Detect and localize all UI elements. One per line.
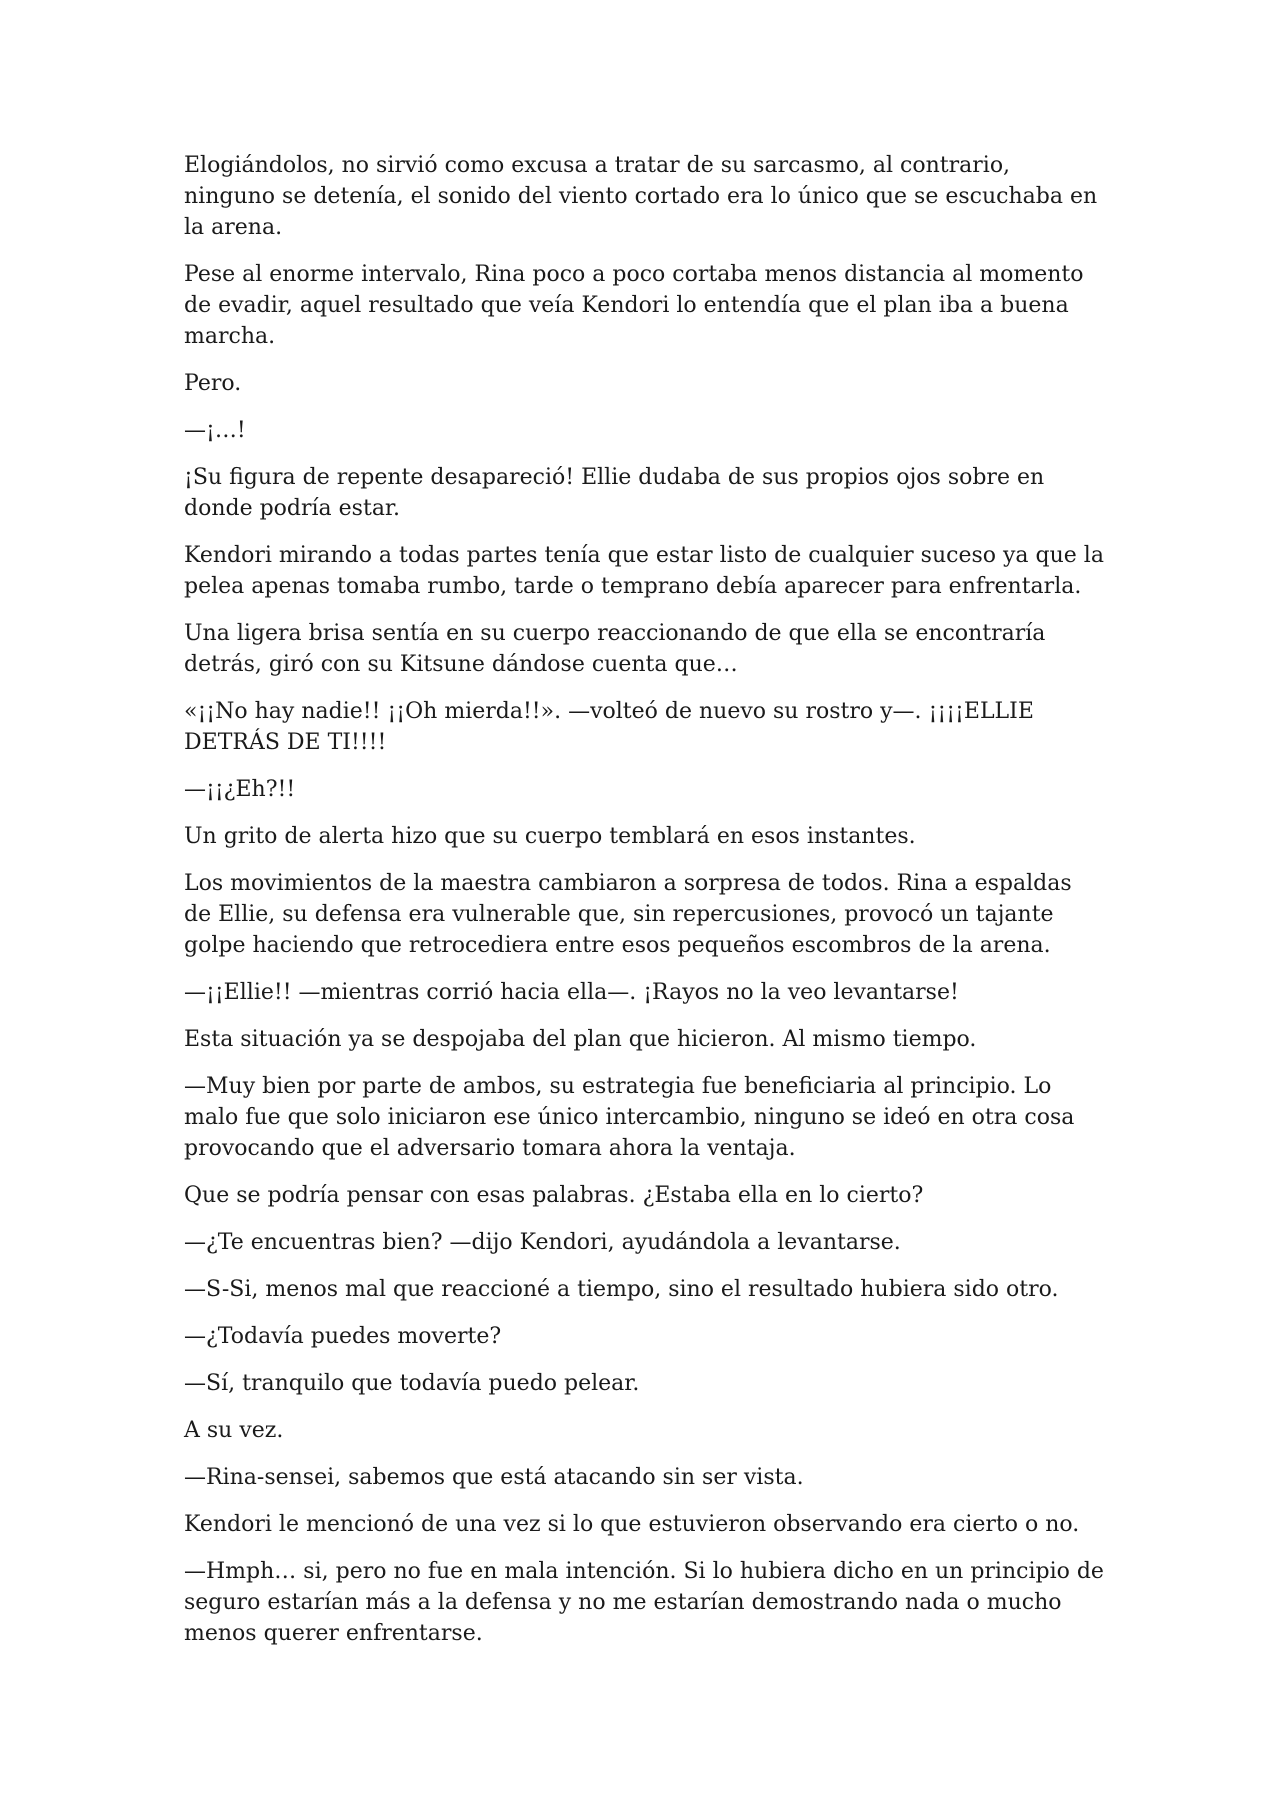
paragraph-13: Esta situación ya se despojaba del plan que hicieron. Al mismo tiempo. — [184, 1027, 977, 1052]
paragraph-19: —Sí, tranquilo que todavía puedo pelear. — [184, 1371, 640, 1396]
paragraph-11: Los movimientos de la maestra cambiaron a sorpresa de todos. Rina a espaldas de Ellie, su defensa era vulnerable que, sin repercusiones, provocó un tajante golpe haciendo que retrocediera entre esos pequeños escombros de la arena. — [184, 871, 1072, 958]
paragraph-7: Una ligera brisa sentía en su cuerpo reaccionando de que ella se encontraría detrás, giró con su Kitsune dándose cuenta que… — [184, 621, 1046, 677]
paragraph-21: —Rina-sensei, sabemos que está atacando sin ser vista. — [184, 1465, 804, 1490]
paragraph-16: —¿Te encuentras bien? —dijo Kendori, ayudándola a levantarse. — [184, 1230, 901, 1255]
paragraph-6: Kendori mirando a todas partes tenía que estar listo de cualquier suceso ya que la pelea apenas tomaba rumbo, tarde o temprano debía aparecer para enfrentarla. — [184, 543, 1104, 599]
paragraph-10: Un grito de alerta hizo que su cuerpo temblará en esos instantes. — [184, 824, 916, 849]
paragraph-5: ¡Su figura de repente desapareció! Ellie dudaba de sus propios ojos sobre en donde podría estar. — [184, 465, 1045, 521]
paragraph-9: —¡¡¿Eh?!! — [184, 777, 296, 802]
paragraph-23: —Hmph… si, pero no fue en mala intención. Si lo hubiera dicho en un principio de seguro estarían más a la defensa y no me estarían demostrando nada o mucho menos querer enfrentarse. — [184, 1559, 1104, 1646]
paragraph-1: Elogiándolos, no sirvió como excusa a tratar de su sarcasmo, al contrario, ninguno se detenía, el sonido del viento cortado era lo único que se escuchaba en la arena. — [184, 153, 1098, 240]
paragraph-8: «¡¡No hay nadie!! ¡¡Oh mierda!!». —volteó de nuevo su rostro y—. ¡¡¡¡ELLIE DETRÁS DE TI!!!! — [184, 699, 1034, 755]
paragraph-17: —S-Si, menos mal que reaccioné a tiempo, sino el resultado hubiera sido otro. — [184, 1277, 1059, 1302]
paragraph-15: Que se podría pensar con esas palabras. ¿Estaba ella en lo cierto? — [184, 1183, 924, 1208]
paragraph-18: —¿Todavía puedes moverte? — [184, 1324, 502, 1349]
document-page — [184, 150, 1104, 1665]
paragraph-12: —¡¡Ellie!! —mientras corrió hacia ella—. ¡Rayos no la veo levantarse! — [184, 980, 959, 1005]
paragraph-22: Kendori le mencionó de una vez si lo que estuvieron observando era cierto o no. — [184, 1512, 1080, 1537]
paragraph-2: Pese al enorme intervalo, Rina poco a poco cortaba menos distancia al momento de evadir, aquel resultado que veía Kendori lo entendía que el plan iba a buena marcha. — [184, 262, 1084, 349]
paragraph-3: Pero. — [184, 371, 242, 396]
paragraph-20: A su vez. — [184, 1418, 284, 1443]
paragraph-4: —¡…! — [184, 418, 246, 443]
paragraph-14: —Muy bien por parte de ambos, su estrategia fue beneficiaria al principio. Lo malo fue que solo iniciaron ese único intercambio, ninguno se ideó en otra cosa provocando que el adversario tomara ahora la ventaja. — [184, 1074, 1075, 1161]
